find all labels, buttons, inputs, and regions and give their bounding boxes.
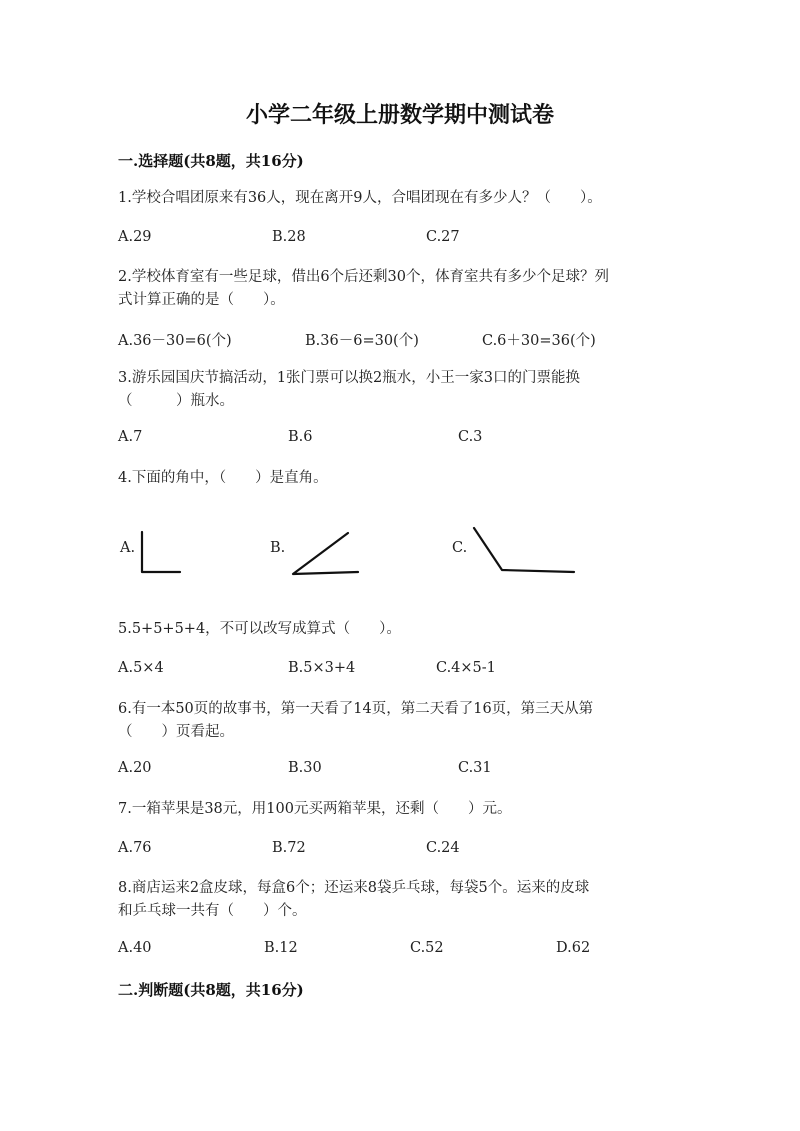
question-6-line-1: 6.有一本50页的故事书，第一天看了14页，第二天看了16页，第三天从第 (118, 701, 594, 717)
q8-option-b: B.12 (264, 940, 298, 956)
question-4: 4.下面的角中，（ ）是直角。 (118, 470, 328, 486)
question-8-line-1: 8.商店运来2盒皮球，每盒6个；还运来8袋乒乓球，每袋5个。运来的皮球 (118, 880, 590, 896)
q5-option-c: C.4×5-1 (436, 660, 496, 676)
question-3 (118, 367, 688, 413)
question-8 (118, 877, 688, 923)
question-2-line-1: 2.学校体育室有一些足球，借出6个后还剩30个，体育室共有多少个足球？列 (118, 269, 610, 285)
question-2 (118, 266, 688, 312)
q6-option-b: B.30 (288, 760, 322, 776)
q1-option-a: A.29 (118, 229, 152, 245)
q5-option-b: B.5×3+4 (288, 660, 356, 676)
q4-figure-b-label: B. (270, 540, 286, 556)
question-1: 1.学校合唱团原来有36人，现在离开9人，合唱团现在有多少人？（ ）。 (118, 190, 602, 206)
right-angle-figure (138, 528, 186, 578)
question-8-line-2: 和乒乓球一共有（ ）个。 (118, 903, 307, 919)
q3-option-b: B.6 (288, 429, 313, 445)
obtuse-angle-figure (470, 524, 580, 578)
q8-option-d: D.62 (556, 940, 591, 956)
section-heading-true-false: 二.判断题(共8题，共16分) (118, 981, 304, 999)
question-6 (118, 698, 688, 744)
q2-option-b: B.36－6=30(个) (305, 333, 419, 349)
section-heading-multiple-choice: 一.选择题(共8题，共16分) (118, 152, 304, 170)
q8-option-a: A.40 (118, 940, 152, 956)
q3-option-a: A.7 (118, 429, 143, 445)
q1-option-b: B.28 (272, 229, 306, 245)
q7-option-c: C.24 (426, 840, 460, 856)
q5-option-a: A.5×4 (118, 660, 164, 676)
question-7: 7.一箱苹果是38元，用100元买两箱苹果，还剩（ ）元。 (118, 801, 512, 817)
question-3-line-1: 3.游乐园国庆节搞活动，1张门票可以换2瓶水，小王一家3口的门票能换 (118, 370, 581, 386)
question-2-line-2: 式计算正确的是（ ）。 (118, 292, 285, 308)
question-6-line-2: （ ）页看起。 (118, 724, 234, 740)
page-title: 小学二年级上册数学期中测试卷 (245, 102, 554, 128)
q4-figure-a-label: A. (120, 540, 136, 556)
q2-option-a: A.36－30=6(个) (118, 333, 232, 349)
q7-option-b: B.72 (272, 840, 306, 856)
question-3-line-2: （ ）瓶水。 (118, 393, 234, 409)
q7-option-a: A.76 (118, 840, 152, 856)
q3-option-c: C.3 (458, 429, 483, 445)
q8-option-c: C.52 (410, 940, 444, 956)
q4-figure-c-label: C. (452, 540, 468, 556)
question-5: 5.5+5+5+4，不可以改写成算式（ ）。 (118, 621, 401, 637)
q1-option-c: C.27 (426, 229, 460, 245)
acute-angle-figure (288, 528, 366, 580)
q6-option-c: C.31 (458, 760, 492, 776)
q6-option-a: A.20 (118, 760, 152, 776)
q2-option-c: C.6＋30=36(个) (482, 333, 596, 349)
